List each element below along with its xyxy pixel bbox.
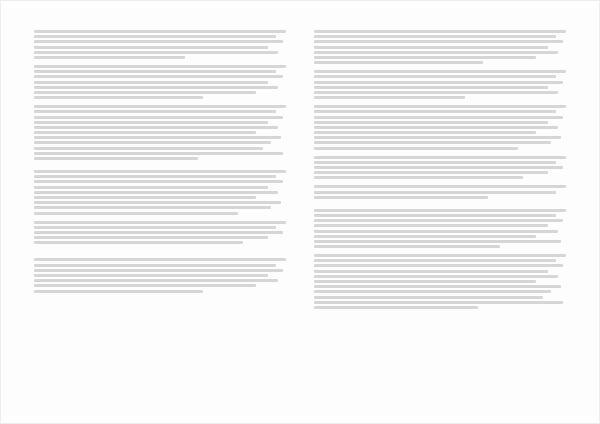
text-line-placeholder — [34, 147, 263, 150]
paragraph — [34, 65, 286, 99]
paragraph — [314, 185, 566, 198]
text-line-placeholder — [314, 156, 566, 159]
text-line-placeholder — [314, 259, 556, 262]
text-line-placeholder — [34, 226, 276, 229]
text-line-placeholder — [314, 30, 566, 33]
paragraph — [34, 105, 286, 160]
text-line-placeholder — [314, 196, 488, 199]
text-line-placeholder — [34, 180, 283, 183]
text-line-placeholder — [34, 96, 203, 99]
text-line-placeholder — [314, 219, 563, 222]
text-line-placeholder — [314, 185, 566, 188]
text-line-placeholder — [314, 141, 551, 144]
text-line-placeholder — [314, 306, 478, 309]
text-line-placeholder — [314, 56, 536, 59]
text-line-placeholder — [34, 136, 281, 139]
text-line-placeholder — [314, 136, 561, 139]
text-line-placeholder — [314, 116, 563, 119]
text-line-placeholder — [314, 296, 543, 299]
text-line-placeholder — [34, 70, 276, 73]
text-line-placeholder — [34, 212, 238, 215]
text-line-placeholder — [314, 91, 558, 94]
text-line-placeholder — [34, 157, 198, 160]
text-line-placeholder — [314, 280, 536, 283]
text-line-placeholder — [34, 86, 278, 89]
text-line-placeholder — [314, 285, 561, 288]
text-line-placeholder — [34, 46, 268, 49]
text-line-placeholder — [314, 264, 563, 267]
text-line-placeholder — [34, 290, 203, 293]
text-line-placeholder — [34, 284, 256, 287]
text-line-placeholder — [34, 105, 286, 108]
text-line-placeholder — [34, 91, 256, 94]
text-line-placeholder — [314, 110, 556, 113]
text-line-placeholder — [314, 240, 561, 243]
text-line-placeholder — [34, 264, 276, 267]
text-line-placeholder — [34, 241, 243, 244]
text-line-placeholder — [314, 96, 465, 99]
text-line-placeholder — [34, 175, 276, 178]
text-line-placeholder — [314, 191, 556, 194]
text-line-placeholder — [314, 275, 558, 278]
text-line-placeholder — [314, 209, 566, 212]
text-line-placeholder — [314, 254, 566, 257]
paragraph — [314, 156, 566, 180]
text-line-placeholder — [314, 75, 556, 78]
text-line-placeholder — [34, 191, 278, 194]
text-line-placeholder — [34, 206, 271, 209]
text-line-placeholder — [34, 274, 268, 277]
text-line-placeholder — [314, 166, 563, 169]
text-line-placeholder — [314, 290, 551, 293]
text-line-placeholder — [314, 224, 548, 227]
paragraph — [314, 105, 566, 150]
text-line-placeholder — [34, 141, 271, 144]
left-column — [34, 28, 286, 299]
text-line-placeholder — [34, 121, 268, 124]
right-column — [314, 28, 566, 315]
text-line-placeholder — [34, 30, 286, 33]
text-line-placeholder — [314, 147, 518, 150]
text-line-placeholder — [314, 301, 563, 304]
text-line-placeholder — [314, 131, 536, 134]
text-line-placeholder — [34, 201, 281, 204]
text-line-placeholder — [314, 46, 548, 49]
text-line-placeholder — [34, 196, 256, 199]
text-line-placeholder — [34, 116, 283, 119]
paragraph — [314, 209, 566, 248]
text-line-placeholder — [314, 86, 548, 89]
text-line-placeholder — [34, 81, 268, 84]
text-line-placeholder — [314, 121, 548, 124]
text-line-placeholder — [34, 231, 283, 234]
text-line-placeholder — [314, 35, 556, 38]
text-line-placeholder — [34, 236, 268, 239]
text-line-placeholder — [314, 270, 548, 273]
paragraph — [314, 254, 566, 309]
text-line-placeholder — [34, 40, 283, 43]
text-line-placeholder — [34, 170, 286, 173]
text-line-placeholder — [314, 235, 536, 238]
text-line-placeholder — [34, 221, 286, 224]
text-line-placeholder — [34, 152, 283, 155]
text-line-placeholder — [314, 70, 566, 73]
text-line-placeholder — [314, 126, 558, 129]
text-line-placeholder — [34, 51, 278, 54]
text-line-placeholder — [314, 245, 500, 248]
text-line-placeholder — [34, 279, 278, 282]
text-line-placeholder — [34, 126, 278, 129]
text-line-placeholder — [314, 214, 556, 217]
text-line-placeholder — [314, 161, 556, 164]
text-line-placeholder — [314, 40, 563, 43]
text-line-placeholder — [314, 176, 523, 179]
spacer — [34, 250, 286, 256]
text-line-placeholder — [314, 105, 566, 108]
paragraph — [314, 70, 566, 99]
text-line-placeholder — [314, 171, 548, 174]
text-line-placeholder — [34, 110, 276, 113]
text-line-placeholder — [34, 269, 283, 272]
text-line-placeholder — [34, 56, 185, 59]
paragraph — [34, 221, 286, 245]
paragraph — [34, 30, 286, 59]
text-line-placeholder — [314, 51, 558, 54]
text-line-placeholder — [314, 61, 483, 64]
text-line-placeholder — [34, 75, 283, 78]
text-line-placeholder — [314, 81, 563, 84]
text-line-placeholder — [34, 258, 286, 261]
text-line-placeholder — [34, 35, 276, 38]
paragraph — [314, 30, 566, 64]
text-line-placeholder — [34, 186, 268, 189]
text-line-placeholder — [34, 65, 286, 68]
paragraph — [34, 258, 286, 292]
text-line-placeholder — [314, 230, 558, 233]
text-line-placeholder — [34, 131, 256, 134]
paragraph — [34, 170, 286, 215]
